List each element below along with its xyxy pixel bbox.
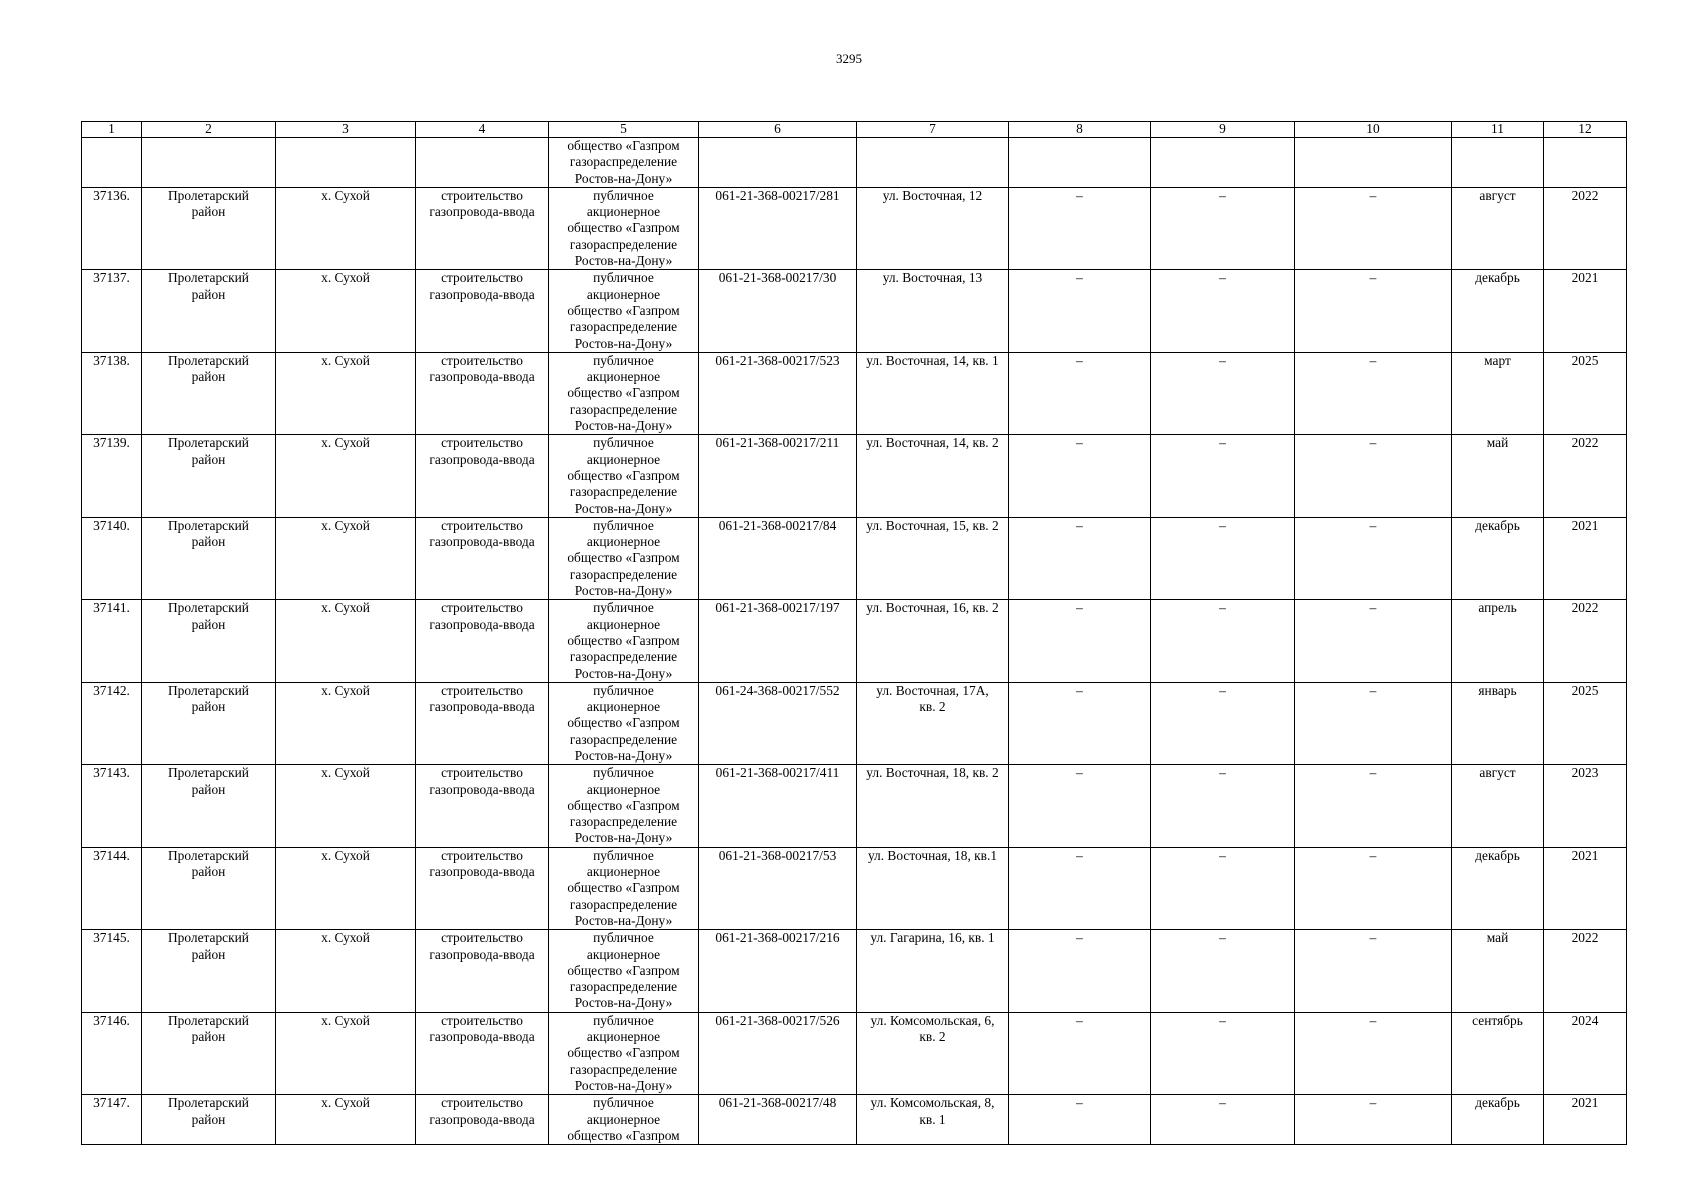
table-cell-col-6: 061-21-368-00217/281 xyxy=(699,187,857,269)
table-row xyxy=(82,270,1627,352)
table-cell-col-4: 4 xyxy=(416,122,549,138)
table-cell-col-6: 061-21-368-00217/216 xyxy=(699,930,857,1012)
table-body xyxy=(82,122,1627,1145)
table-cell-col-3: х. Сухой xyxy=(276,435,416,517)
table-cell-col-1: 37144. xyxy=(82,847,142,929)
table-cell-col-8: 8 xyxy=(1009,122,1151,138)
table-cell-col-8: – xyxy=(1009,187,1151,269)
table-cell-col-6: 061-21-368-00217/53 xyxy=(699,847,857,929)
table-cell-col-3: х. Сухой xyxy=(276,600,416,682)
table-cell-col-12: 2021 xyxy=(1544,517,1627,599)
table-cell-col-7: ул. Восточная, 18, кв. 2 xyxy=(857,765,1009,847)
table-cell-col-5: публичное акционерное общество «Газпром газораспределение Ростов-на-Дону» xyxy=(549,930,699,1012)
table-cell-col-11: 11 xyxy=(1452,122,1544,138)
table-cell-col-7: ул. Восточная, 12 xyxy=(857,187,1009,269)
table-cell-col-4: строительство газопровода-ввода xyxy=(416,517,549,599)
table-cell-col-1: 37139. xyxy=(82,435,142,517)
table-cell-col-6: 061-21-368-00217/30 xyxy=(699,270,857,352)
table-cell-col-9: – xyxy=(1151,930,1295,1012)
table-cell-col-2: 2 xyxy=(142,122,276,138)
table-cell-col-2: Пролетарский район xyxy=(142,435,276,517)
table-cell-col-5: 5 xyxy=(549,122,699,138)
table-cell-col-9: – xyxy=(1151,352,1295,434)
table-cell-col-4: строительство газопровода-ввода xyxy=(416,270,549,352)
table-cell-col-5: публичное акционерное общество «Газпром газораспределение Ростов-на-Дону» xyxy=(549,435,699,517)
table-cell-col-10: 10 xyxy=(1295,122,1452,138)
table-cell-col-4: строительство газопровода-ввода xyxy=(416,682,549,764)
table-cell-col-7: ул. Восточная, 15, кв. 2 xyxy=(857,517,1009,599)
table-cell-col-6: 061-24-368-00217/552 xyxy=(699,682,857,764)
table-cell-col-6: 061-21-368-00217/411 xyxy=(699,765,857,847)
table-cell-col-6: 061-21-368-00217/197 xyxy=(699,600,857,682)
table-cell-col-1: 37141. xyxy=(82,600,142,682)
table-cell-col-5: публичное акционерное общество «Газпром xyxy=(549,1095,699,1145)
table-cell-col-3: х. Сухой xyxy=(276,765,416,847)
table-cell-col-6: 061-21-368-00217/211 xyxy=(699,435,857,517)
header-row xyxy=(82,122,1627,138)
table-cell-col-4: строительство газопровода-ввода xyxy=(416,847,549,929)
table-row xyxy=(82,517,1627,599)
table-cell-col-12: 2023 xyxy=(1544,765,1627,847)
table-cell-col-7 xyxy=(857,138,1009,188)
table-cell-col-11: декабрь xyxy=(1452,847,1544,929)
table-cell-col-2: Пролетарский район xyxy=(142,270,276,352)
table-cell-col-5: публичное акционерное общество «Газпром газораспределение Ростов-на-Дону» xyxy=(549,352,699,434)
table-cell-col-11: апрель xyxy=(1452,600,1544,682)
table-cell-col-4: строительство газопровода-ввода xyxy=(416,435,549,517)
table-row-continuation xyxy=(82,138,1627,188)
table-cell-col-2: Пролетарский район xyxy=(142,930,276,1012)
table-cell-col-8: – xyxy=(1009,435,1151,517)
table-cell-col-8: – xyxy=(1009,600,1151,682)
table-cell-col-1: 37146. xyxy=(82,1012,142,1094)
table-cell-col-6: 061-21-368-00217/523 xyxy=(699,352,857,434)
table-cell-col-5: публичное акционерное общество «Газпром газораспределение Ростов-на-Дону» xyxy=(549,682,699,764)
table-cell-col-3: х. Сухой xyxy=(276,1012,416,1094)
table-cell-col-9: – xyxy=(1151,1012,1295,1094)
table-cell-col-5: публичное акционерное общество «Газпром газораспределение Ростов-на-Дону» xyxy=(549,765,699,847)
table-cell-col-10: – xyxy=(1295,187,1452,269)
table-cell-col-7: ул. Комсомольская, 8, кв. 1 xyxy=(857,1095,1009,1145)
table-cell-col-2 xyxy=(142,138,276,188)
table-cell-col-9: – xyxy=(1151,682,1295,764)
table-cell-col-8: – xyxy=(1009,682,1151,764)
table-cell-col-7: ул. Восточная, 13 xyxy=(857,270,1009,352)
table-cell-col-3: х. Сухой xyxy=(276,930,416,1012)
table-cell-col-10 xyxy=(1295,138,1452,188)
table-row xyxy=(82,352,1627,434)
table-cell-col-3: х. Сухой xyxy=(276,1095,416,1145)
table-cell-col-7: ул. Восточная, 16, кв. 2 xyxy=(857,600,1009,682)
table-cell-col-1: 1 xyxy=(82,122,142,138)
table-cell-col-2: Пролетарский район xyxy=(142,682,276,764)
table-cell-col-11: декабрь xyxy=(1452,517,1544,599)
table-cell-col-12: 2024 xyxy=(1544,1012,1627,1094)
table-row xyxy=(82,1012,1627,1094)
table-row xyxy=(82,847,1627,929)
table-cell-col-4: строительство газопровода-ввода xyxy=(416,187,549,269)
table-cell-col-11: август xyxy=(1452,187,1544,269)
table-cell-col-6 xyxy=(699,138,857,188)
table-cell-col-10: – xyxy=(1295,352,1452,434)
table-cell-col-12: 2022 xyxy=(1544,187,1627,269)
table-cell-col-11: март xyxy=(1452,352,1544,434)
table-cell-col-6: 061-21-368-00217/84 xyxy=(699,517,857,599)
table-cell-col-5: публичное акционерное общество «Газпром газораспределение Ростов-на-Дону» xyxy=(549,517,699,599)
table-cell-col-11: декабрь xyxy=(1452,270,1544,352)
table-cell-col-8: – xyxy=(1009,847,1151,929)
table-cell-col-12: 2021 xyxy=(1544,1095,1627,1145)
table-cell-col-7: ул. Гагарина, 16, кв. 1 xyxy=(857,930,1009,1012)
table-cell-col-4: строительство газопровода-ввода xyxy=(416,930,549,1012)
table-row xyxy=(82,765,1627,847)
data-table xyxy=(81,121,1627,1145)
table-row xyxy=(82,930,1627,1012)
table-cell-col-9: – xyxy=(1151,517,1295,599)
table-cell-col-2: Пролетарский район xyxy=(142,352,276,434)
table-cell-col-9: – xyxy=(1151,187,1295,269)
table-cell-col-3: х. Сухой xyxy=(276,682,416,764)
table-cell-col-3: х. Сухой xyxy=(276,352,416,434)
table-cell-col-2: Пролетарский район xyxy=(142,847,276,929)
table-cell-col-7: ул. Восточная, 14, кв. 1 xyxy=(857,352,1009,434)
table-cell-col-12: 2021 xyxy=(1544,270,1627,352)
table-cell-col-4 xyxy=(416,138,549,188)
table-cell-col-4: строительство газопровода-ввода xyxy=(416,1012,549,1094)
table-cell-col-8: – xyxy=(1009,765,1151,847)
table-cell-col-4: строительство газопровода-ввода xyxy=(416,765,549,847)
table-cell-col-10: – xyxy=(1295,765,1452,847)
table-cell-col-2: Пролетарский район xyxy=(142,765,276,847)
table-row xyxy=(82,187,1627,269)
table-cell-col-11 xyxy=(1452,138,1544,188)
table-cell-col-8: – xyxy=(1009,352,1151,434)
table-cell-col-12 xyxy=(1544,138,1627,188)
table-cell-col-3: х. Сухой xyxy=(276,187,416,269)
table-cell-col-4: строительство газопровода-ввода xyxy=(416,600,549,682)
table-cell-col-9: – xyxy=(1151,765,1295,847)
table-cell-col-8: – xyxy=(1009,1095,1151,1145)
table-row xyxy=(82,435,1627,517)
table-cell-col-10: – xyxy=(1295,517,1452,599)
page-number: 3295 xyxy=(836,51,862,66)
table-cell-col-10: – xyxy=(1295,1095,1452,1145)
table-cell-col-1: 37136. xyxy=(82,187,142,269)
table-cell-col-9: – xyxy=(1151,435,1295,517)
table-cell-col-11: декабрь xyxy=(1452,1095,1544,1145)
table-cell-col-11: январь xyxy=(1452,682,1544,764)
table-cell-col-12: 2022 xyxy=(1544,435,1627,517)
table-cell-col-11: август xyxy=(1452,765,1544,847)
table-cell-col-10: – xyxy=(1295,847,1452,929)
table-cell-col-4: строительство газопровода-ввода xyxy=(416,352,549,434)
table-cell-col-10: – xyxy=(1295,1012,1452,1094)
table-cell-col-2: Пролетарский район xyxy=(142,600,276,682)
table-cell-col-2: Пролетарский район xyxy=(142,1095,276,1145)
table-cell-col-9: 9 xyxy=(1151,122,1295,138)
table-cell-col-8 xyxy=(1009,138,1151,188)
table-cell-col-1 xyxy=(82,138,142,188)
table-cell-col-5: публичное акционерное общество «Газпром газораспределение Ростов-на-Дону» xyxy=(549,187,699,269)
table-cell-col-8: – xyxy=(1009,930,1151,1012)
table-cell-col-1: 37143. xyxy=(82,765,142,847)
table-cell-col-4: строительство газопровода-ввода xyxy=(416,1095,549,1145)
table-cell-col-5: публичное акционерное общество «Газпром газораспределение Ростов-на-Дону» xyxy=(549,600,699,682)
table-cell-col-7: ул. Восточная, 18, кв.1 xyxy=(857,847,1009,929)
table-cell-col-5: общество «Газпром газораспределение Ростов-на-Дону» xyxy=(549,138,699,188)
table-cell-col-7: ул. Восточная, 14, кв. 2 xyxy=(857,435,1009,517)
table-cell-col-11: май xyxy=(1452,930,1544,1012)
table-cell-col-9: – xyxy=(1151,847,1295,929)
table-cell-col-8: – xyxy=(1009,1012,1151,1094)
table-cell-col-3: х. Сухой xyxy=(276,270,416,352)
table-cell-col-3 xyxy=(276,138,416,188)
table-cell-col-6: 061-21-368-00217/526 xyxy=(699,1012,857,1094)
table-cell-col-3: 3 xyxy=(276,122,416,138)
table-cell-col-1: 37138. xyxy=(82,352,142,434)
table-cell-col-1: 37137. xyxy=(82,270,142,352)
table-cell-col-3: х. Сухой xyxy=(276,517,416,599)
table-row xyxy=(82,682,1627,764)
table-cell-col-1: 37145. xyxy=(82,930,142,1012)
table-cell-col-2: Пролетарский район xyxy=(142,517,276,599)
table-cell-col-12: 2022 xyxy=(1544,930,1627,1012)
table-row xyxy=(82,600,1627,682)
table-cell-col-3: х. Сухой xyxy=(276,847,416,929)
table-cell-col-6: 6 xyxy=(699,122,857,138)
table-cell-col-10: – xyxy=(1295,930,1452,1012)
table-cell-col-7: 7 xyxy=(857,122,1009,138)
table-cell-col-5: публичное акционерное общество «Газпром газораспределение Ростов-на-Дону» xyxy=(549,1012,699,1094)
table-cell-col-12: 2025 xyxy=(1544,352,1627,434)
table-cell-col-1: 37147. xyxy=(82,1095,142,1145)
table-cell-col-9: – xyxy=(1151,600,1295,682)
table-cell-col-1: 37140. xyxy=(82,517,142,599)
table-cell-col-5: публичное акционерное общество «Газпром газораспределение Ростов-на-Дону» xyxy=(549,270,699,352)
table-cell-col-5: публичное акционерное общество «Газпром газораспределение Ростов-на-Дону» xyxy=(549,847,699,929)
table-cell-col-11: сентябрь xyxy=(1452,1012,1544,1094)
table-cell-col-12: 12 xyxy=(1544,122,1627,138)
table-cell-col-10: – xyxy=(1295,682,1452,764)
table-cell-col-2: Пролетарский район xyxy=(142,187,276,269)
table-cell-col-8: – xyxy=(1009,270,1151,352)
table-cell-col-1: 37142. xyxy=(82,682,142,764)
table-cell-col-2: Пролетарский район xyxy=(142,1012,276,1094)
table-cell-col-11: май xyxy=(1452,435,1544,517)
table-cell-col-12: 2025 xyxy=(1544,682,1627,764)
table-cell-col-7: ул. Комсомольская, 6, кв. 2 xyxy=(857,1012,1009,1094)
table-cell-col-7: ул. Восточная, 17А, кв. 2 xyxy=(857,682,1009,764)
table-cell-col-6: 061-21-368-00217/48 xyxy=(699,1095,857,1145)
table-cell-col-9 xyxy=(1151,138,1295,188)
table-cell-col-10: – xyxy=(1295,435,1452,517)
table-cell-col-12: 2022 xyxy=(1544,600,1627,682)
table-cell-col-10: – xyxy=(1295,600,1452,682)
table-cell-col-9: – xyxy=(1151,1095,1295,1145)
table-cell-col-12: 2021 xyxy=(1544,847,1627,929)
table-cell-col-9: – xyxy=(1151,270,1295,352)
table-cell-col-8: – xyxy=(1009,517,1151,599)
table-cell-col-10: – xyxy=(1295,270,1452,352)
table-row xyxy=(82,1095,1627,1145)
